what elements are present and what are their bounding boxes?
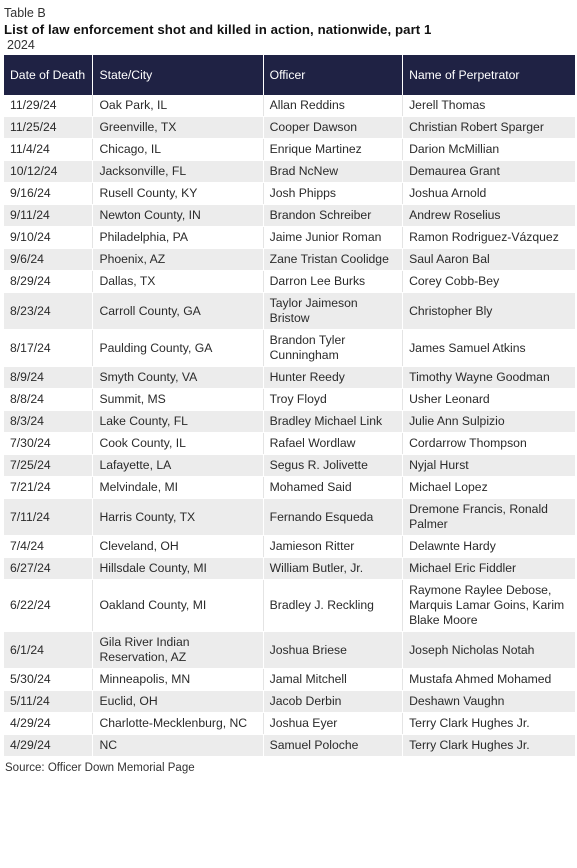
- table-title: List of law enforcement shot and killed in action, nationwide, part 1: [4, 22, 432, 37]
- table-row: [4, 389, 575, 411]
- location-cell: Charlotte-Mecklenburg, NC: [93, 713, 263, 735]
- perpetrator-cell: Christian Robert Sparger: [403, 117, 575, 139]
- date-cell: 8/8/24: [4, 389, 93, 411]
- perpetrator-cell: Joshua Arnold: [403, 183, 575, 205]
- table-header-row: [4, 55, 575, 95]
- perpetrator-cell: Corey Cobb-Bey: [403, 271, 575, 293]
- location-cell: Phoenix, AZ: [93, 249, 263, 271]
- perpetrator-cell: Julie Ann Sulpizio: [403, 411, 575, 433]
- officer-cell: Allan Reddins: [263, 95, 402, 117]
- perpetrator-cell: Terry Clark Hughes Jr.: [403, 735, 575, 757]
- date-cell: 7/25/24: [4, 455, 93, 477]
- table-row: [4, 161, 575, 183]
- perpetrator-cell: Demaurea Grant: [403, 161, 575, 183]
- table-row: [4, 433, 575, 455]
- table-row: [4, 249, 575, 271]
- date-cell: 5/11/24: [4, 691, 93, 713]
- table-row: [4, 117, 575, 139]
- perpetrator-cell: Timothy Wayne Goodman: [403, 367, 575, 389]
- date-cell: 11/25/24: [4, 117, 93, 139]
- date-cell: 8/17/24: [4, 330, 93, 367]
- perpetrator-cell: Christopher Bly: [403, 293, 575, 330]
- table-row: [4, 669, 575, 691]
- location-cell: Summit, MS: [93, 389, 263, 411]
- officer-cell: Mohamed Said: [263, 477, 402, 499]
- officer-cell: Rafael Wordlaw: [263, 433, 402, 455]
- location-cell: Euclid, OH: [93, 691, 263, 713]
- table-year: 2024: [7, 38, 35, 52]
- table-row: [4, 205, 575, 227]
- date-cell: 7/21/24: [4, 477, 93, 499]
- officer-cell: Brandon Schreiber: [263, 205, 402, 227]
- perpetrator-cell: Michael Eric Fiddler: [403, 558, 575, 580]
- perpetrator-cell: Joseph Nicholas Notah: [403, 632, 575, 669]
- table-row: [4, 367, 575, 389]
- officer-cell: Enrique Martinez: [263, 139, 402, 161]
- location-cell: Harris County, TX: [93, 499, 263, 536]
- table-row: [4, 580, 575, 632]
- perpetrator-cell: Mustafa Ahmed Mohamed: [403, 669, 575, 691]
- date-cell: 8/3/24: [4, 411, 93, 433]
- officers-table: [4, 55, 575, 757]
- officer-cell: Jamieson Ritter: [263, 536, 402, 558]
- location-cell: Chicago, IL: [93, 139, 263, 161]
- perpetrator-cell: Saul Aaron Bal: [403, 249, 575, 271]
- location-cell: Greenville, TX: [93, 117, 263, 139]
- table-row: [4, 227, 575, 249]
- date-cell: 11/29/24: [4, 95, 93, 117]
- date-cell: 10/12/24: [4, 161, 93, 183]
- date-cell: 6/27/24: [4, 558, 93, 580]
- perpetrator-cell: Raymone Raylee Debose, Marquis Lamar Goins, Karim Blake Moore: [403, 580, 575, 632]
- officer-cell: Zane Tristan Coolidge: [263, 249, 402, 271]
- location-cell: Dallas, TX: [93, 271, 263, 293]
- officer-cell: Bradley J. Reckling: [263, 580, 402, 632]
- location-cell: Cleveland, OH: [93, 536, 263, 558]
- officer-cell: Jamal Mitchell: [263, 669, 402, 691]
- date-cell: 9/16/24: [4, 183, 93, 205]
- location-cell: Philadelphia, PA: [93, 227, 263, 249]
- perpetrator-cell: Michael Lopez: [403, 477, 575, 499]
- location-cell: Paulding County, GA: [93, 330, 263, 367]
- table-row: [4, 691, 575, 713]
- header-perpetrator: Name of Perpetrator: [409, 67, 520, 82]
- location-cell: NC: [93, 735, 263, 757]
- officer-cell: Troy Floyd: [263, 389, 402, 411]
- date-cell: 5/30/24: [4, 669, 93, 691]
- location-cell: Cook County, IL: [93, 433, 263, 455]
- location-cell: Smyth County, VA: [93, 367, 263, 389]
- header-state-city: State/City: [93, 55, 263, 95]
- perpetrator-cell: Darion McMillian: [403, 139, 575, 161]
- table-row: [4, 330, 575, 367]
- officer-cell: William Butler, Jr.: [263, 558, 402, 580]
- perpetrator-cell: Ramon Rodriguez-Vázquez: [403, 227, 575, 249]
- table-row: [4, 499, 575, 536]
- perpetrator-cell: Andrew Roselius: [403, 205, 575, 227]
- date-cell: 7/30/24: [4, 433, 93, 455]
- table-body: [4, 95, 575, 757]
- perpetrator-cell: Delawnte Hardy: [403, 536, 575, 558]
- date-cell: 9/10/24: [4, 227, 93, 249]
- officer-cell: Fernando Esqueda: [263, 499, 402, 536]
- location-cell: Melvindale, MI: [93, 477, 263, 499]
- officer-cell: Josh Phipps: [263, 183, 402, 205]
- table-row: [4, 139, 575, 161]
- table-row: [4, 632, 575, 669]
- date-cell: 6/1/24: [4, 632, 93, 669]
- officer-cell: Cooper Dawson: [263, 117, 402, 139]
- officer-cell: Jacob Derbin: [263, 691, 402, 713]
- date-cell: 7/11/24: [4, 499, 93, 536]
- date-cell: 4/29/24: [4, 713, 93, 735]
- location-cell: Lake County, FL: [93, 411, 263, 433]
- date-cell: 11/4/24: [4, 139, 93, 161]
- table-row: [4, 183, 575, 205]
- officer-cell: Darron Lee Burks: [263, 271, 402, 293]
- table-row: [4, 293, 575, 330]
- officer-cell: Taylor Jaimeson Bristow: [263, 293, 402, 330]
- officer-cell: Bradley Michael Link: [263, 411, 402, 433]
- date-cell: 9/6/24: [4, 249, 93, 271]
- date-cell: 8/9/24: [4, 367, 93, 389]
- perpetrator-cell: James Samuel Atkins: [403, 330, 575, 367]
- location-cell: Oakland County, MI: [93, 580, 263, 632]
- location-cell: Minneapolis, MN: [93, 669, 263, 691]
- date-cell: 4/29/24: [4, 735, 93, 757]
- location-cell: Oak Park, IL: [93, 95, 263, 117]
- perpetrator-cell: Dremone Francis, Ronald Palmer: [403, 499, 575, 536]
- officer-cell: Segus R. Jolivette: [263, 455, 402, 477]
- date-cell: 8/29/24: [4, 271, 93, 293]
- location-cell: Newton County, IN: [93, 205, 263, 227]
- perpetrator-cell: Jerell Thomas: [403, 95, 575, 117]
- table-row: [4, 411, 575, 433]
- table-row: [4, 536, 575, 558]
- location-cell: Hillsdale County, MI: [93, 558, 263, 580]
- location-cell: Lafayette, LA: [93, 455, 263, 477]
- officer-cell: Joshua Briese: [263, 632, 402, 669]
- officer-cell: Hunter Reedy: [263, 367, 402, 389]
- table-row: [4, 713, 575, 735]
- location-cell: Gila River Indian Reservation, AZ: [93, 632, 263, 669]
- date-cell: 9/11/24: [4, 205, 93, 227]
- table-row: [4, 95, 575, 117]
- perpetrator-cell: Deshawn Vaughn: [403, 691, 575, 713]
- perpetrator-cell: Terry Clark Hughes Jr.: [403, 713, 575, 735]
- officer-cell: Jaime Junior Roman: [263, 227, 402, 249]
- location-cell: Jacksonville, FL: [93, 161, 263, 183]
- table-row: [4, 477, 575, 499]
- officer-cell: Brad NcNew: [263, 161, 402, 183]
- table-row: [4, 558, 575, 580]
- header-date-of-death: Date of Death: [4, 55, 93, 95]
- location-cell: Carroll County, GA: [93, 293, 263, 330]
- perpetrator-cell: Usher Leonard: [403, 389, 575, 411]
- officer-cell: Brandon Tyler Cunningham: [263, 330, 402, 367]
- header-officer: Officer: [263, 55, 402, 95]
- perpetrator-cell: Cordarrow Thompson: [403, 433, 575, 455]
- perpetrator-cell: Nyjal Hurst: [403, 455, 575, 477]
- officer-cell: Joshua Eyer: [263, 713, 402, 735]
- location-cell: Rusell County, KY: [93, 183, 263, 205]
- date-cell: 7/4/24: [4, 536, 93, 558]
- table-row: [4, 271, 575, 293]
- date-cell: 6/22/24: [4, 580, 93, 632]
- source-note: Source: Officer Down Memorial Page: [5, 762, 195, 774]
- table-row: [4, 455, 575, 477]
- table-label: Table B: [4, 6, 46, 20]
- officer-cell: Samuel Poloche: [263, 735, 402, 757]
- table-row: [4, 735, 575, 757]
- date-cell: 8/23/24: [4, 293, 93, 330]
